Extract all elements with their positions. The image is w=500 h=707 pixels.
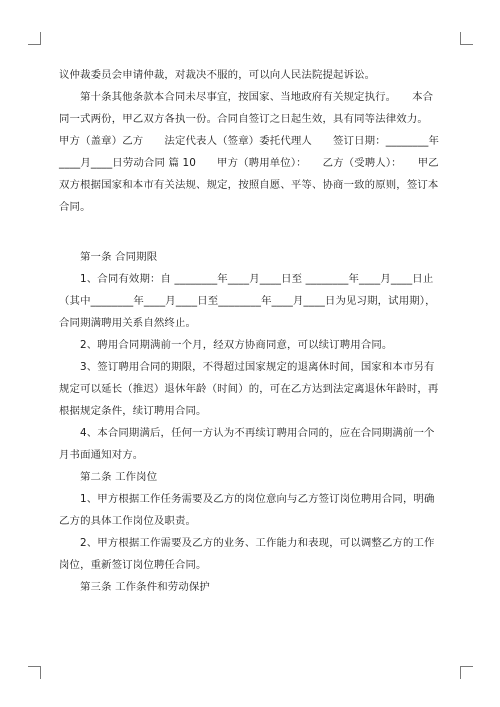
paragraph: 1、合同有效期：自 ________年____月____日至 ________年____月____日止（其中________年____月____日至________年____月____日为见习期，试用期），合同期满聘用关系自然终止。 — [59, 273, 436, 329]
paragraph: 2、聘用合同期满前一个月，经双方协商同意，可以续订聘用合同。 — [80, 339, 393, 351]
paragraph: 1、甲方根据工作任务需要及乙方的岗位意向与乙方签订岗位聘用合同，明确乙方的具体工作岗位及职责。 — [59, 493, 435, 527]
paragraph: 第十条其他条款本合同未尽事宜，按国家、当地政府有关规定执行。 本合同一式两份，甲乙双方各执一份。合同自签订之日起生效，具有同等法律效力。 甲方（盖章）乙方 法定代表人（签章）委托代理人 签订日期：________年____月____日劳动合同 篇 10 甲方（聘用单位）： 乙方（受聘人）： 甲乙双方根据国家和本市有关法规、规定，按照自愿、平等、协商一致的原则，签订本合同。 — [59, 91, 444, 213]
paragraph: 4、本合同期满后，任何一方认为不再续订聘用合同的，应在合同期满前一个月书面通知对方。 — [59, 427, 435, 461]
crop-mark-top-right — [460, 32, 473, 45]
paragraph: 2、甲方根据工作需要及乙方的业务、工作能力和表现，可以调整乙方的工作岗位，重新签订岗位聘任合同。 — [59, 537, 435, 571]
paragraph: 3、签订聘用合同的期限，不得超过国家规定的退离休时间，国家和本市另有规定可以延长（推迟）退休年龄（时间）的，可在乙方达到法定离退休年龄时，再根据规定条件，续订聘用合同。 — [59, 361, 439, 417]
crop-mark-top-left — [28, 32, 41, 45]
crop-mark-bottom-right — [460, 666, 473, 679]
paragraph: 第二条 工作岗位 — [80, 471, 158, 483]
paragraph: 第三条 工作条件和劳动保护 — [80, 581, 210, 593]
document-body — [59, 64, 443, 598]
crop-mark-bottom-left — [28, 666, 41, 679]
paragraph: 第一条 合同期限 — [80, 251, 158, 263]
paragraph: 议仲裁委员会申请仲裁，对裁决不服的，可以向人民法院提起诉讼。 — [59, 69, 376, 81]
paragraph-gap — [59, 218, 443, 246]
